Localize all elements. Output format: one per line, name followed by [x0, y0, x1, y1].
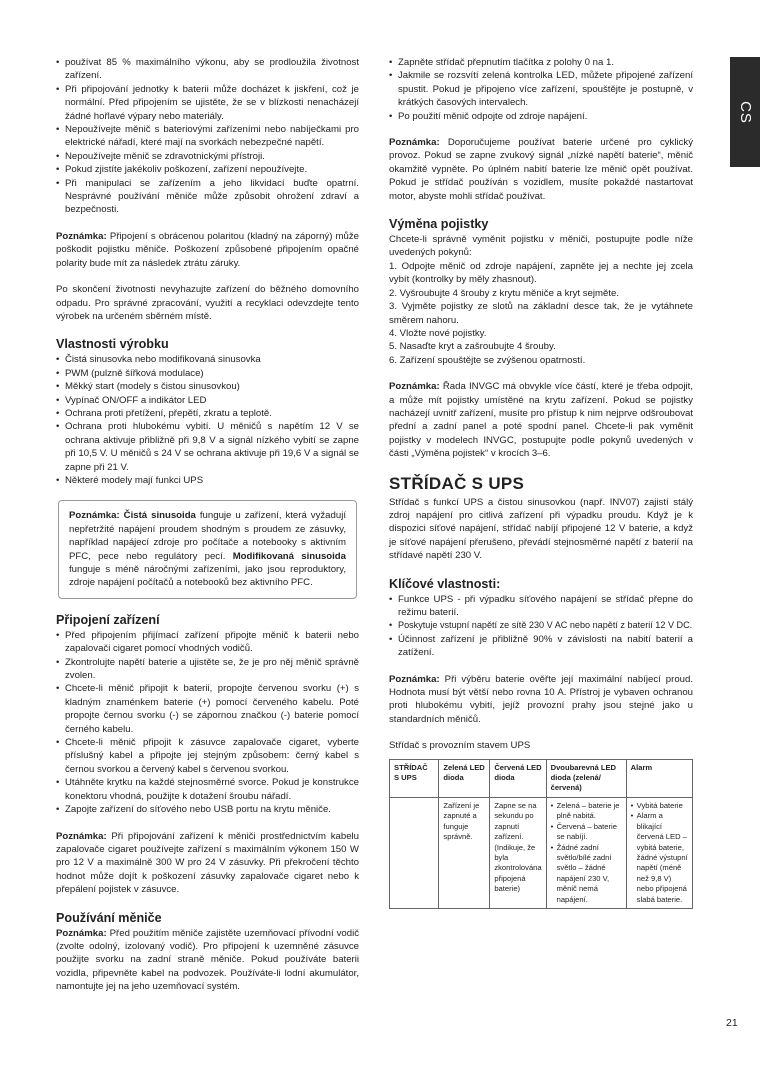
- note-battery: Poznámka: Doporučujeme používat baterie určené pro cyklický provoz. Pokud se zapne zvukový signál „nízké napětí baterie“, měnič okamžitě vypněte. Po úplném nabití baterie lze měnič opět používat. Pokud je střídač používán s vozidlem, musíte pokaždé nastartovat motor, abyste mohli střídač používat.: [389, 137, 693, 202]
- note-usage: Poznámka: Před použitím měniče zajistěte uzemňovací přívodní vodič (zvolte odolný, izolovaný vodič). Pro připojení k uzemněné zásuvce použijte svorku na zadní straně měniče. Pokud používáte baterii vozidla, připevněte kabel na podvozek. Používáte-li lodní akumulátor, namontujte jej na jeho uzemňovací systém.: [56, 927, 359, 993]
- list-item: • Utáhněte krytku na každé stejnosměrné svorce. Pokud je konstrukce konektoru vhodná, použijte k dotažení šroubu nářadí.: [56, 776, 359, 803]
- list-item: • Před připojením přijímací zařízení připojte měnič k baterii nebo zapalovači cigaret pomocí vhodných vodičů.: [56, 629, 359, 656]
- left-column: [56, 56, 359, 994]
- section-title-fuse: Výměna pojistky: [389, 217, 489, 232]
- table-cell: Zařízení je zapnuté a funguje správně.: [439, 797, 490, 908]
- note-polarity: Poznámka: Připojení s obrácenou polaritou (kladný na záporný) může poškodit pojistku měniče. Poškození způsobené připojením opačné polarity bude mít za následek ztrátu záruky.: [56, 230, 359, 269]
- table-header-cell: Zelená LED dioda: [439, 759, 490, 797]
- list-item: • Jakmile se rozsvítí zelená kontrolka LED, můžete připojené zařízení spustit. Pokud je připojeno více zařízení, spouštějte je postupně, v krátkých časových intervalech.: [389, 69, 693, 109]
- page-number: 21: [726, 1017, 738, 1029]
- fuse-step: 2. Vyšroubujte 4 šrouby z krytu měniče a kryt sejměte.: [389, 287, 619, 299]
- list-item: • Čistá sinusovka nebo modifikovaná sinusovka: [56, 353, 359, 366]
- list-item: • Vypínač ON/OFF a indikátor LED: [56, 394, 359, 407]
- section-title-connect: Připojení zařízení: [56, 612, 160, 627]
- list-item: • Po použití měnič odpojte od zdroje napájení.: [389, 110, 693, 123]
- list-item: • Zapojte zařízení do síťového nebo USB portu na krytu měniče.: [56, 803, 359, 816]
- fuse-step: 1. Odpojte měnič od zdroje napájení, zapněte jej a nechte jej zcela vybít (kontrolky by měly zhasnout).: [389, 260, 693, 286]
- table-header-cell: Červená LED dioda: [490, 759, 546, 797]
- section-title-features: Vlastnosti výrobku: [56, 337, 169, 352]
- ups-status-table: [389, 759, 693, 909]
- list-item: • Vybitá baterie: [631, 801, 688, 811]
- list-item: • používat 85 % maximálního výkonu, aby se prodloužila životnost zařízení.: [56, 56, 359, 83]
- list-item: • Zkontrolujte napětí baterie a ujistěte se, že je pro něj měnič správně zvolen.: [56, 656, 359, 683]
- list-item: • Zelená – baterie je plně nabitá.: [551, 801, 622, 822]
- list-item: • Poskytuje vstupní napětí ze sítě 230 V AC nebo napětí z baterií 12 V DC.: [389, 619, 693, 632]
- list-item: • PWM (pulzně šířková modulace): [56, 367, 359, 380]
- table-cell: [390, 797, 439, 908]
- fuse-steps: [389, 260, 693, 367]
- fuse-intro: Chcete-li správně vyměnit pojistku v měniči, postupujte podle níže uvedených pokynů:: [389, 234, 693, 259]
- sinusoid-note-box: Poznámka: Čistá sinusoida funguje u zařízení, která vyžadují nepřetržité napájení proudem shodným s proudem ze zásuvky, například napájecí zdroje pro počítače a notebooky s aktivním PFC, pece nebo regulátory pecí. Modifikovaná sinusoida funguje s méně náročnými zařízeními, jako jsou reproduktory, zdroje napájení počítačů a notebooků bez aktivního PFC.: [58, 500, 357, 598]
- list-item: • Zapněte střídač přepnutím tlačítka z polohy 0 na 1.: [389, 56, 693, 69]
- fuse-step: 5. Nasaďte kryt a zašroubujte 4 šrouby.: [389, 341, 556, 353]
- list-item: • Při připojování jednotky k baterii může docházet k jiskření, což je normální. Před připojením se ujistěte, že se v blízkosti nenacházejí žádné hořlavé výpary nebo materiály.: [56, 83, 359, 123]
- ups-intro: Střídač s funkcí UPS a čistou sinusovkou (např. INV07) zajistí stálý zdroj napájení pro citlivá zařízení při výpadku proudu. Když je k dispozici síťové napájení, střídač nabíjí připojené 12 V baterie, a když je síťové napájení přerušeno, převádí stejnosměrné napětí z baterií na střídavé napětí 230 V.: [389, 496, 693, 562]
- table-header-cell: Alarm: [626, 759, 692, 797]
- list-item: • Žádné zadní světlo/bílé zadní světlo – žádné napájení 230 V, měnič nemá napájení.: [551, 843, 622, 905]
- note-charging-current: Poznámka: Při výběru baterie ověřte její maximální nabíjecí proud. Hodnota musí být větší nebo rovna 10 A. Přístroj je vybaven ochranou proti hlubokému vybití, jejíž provozní prahy jsou stejné jako u standardních měničů.: [389, 673, 693, 725]
- list-item: • Měkký start (modely s čistou sinusovkou): [56, 380, 359, 393]
- list-item: • Funkce UPS - při výpadku síťového napájení se střídač přepne do režimu baterií.: [389, 593, 693, 620]
- section-title-key-features: Klíčové vlastnosti:: [389, 576, 501, 591]
- note-invgc: Poznámka: Řada INVGC má obvykle více částí, které je třeba odpojit, a může mít pojistky umístěné na krytu zařízení. Pokud se pojistky nacházejí uvnitř zařízení, musíte pro přístup k nim nejprve odšroubovat přední a zadní panel a poté spodní panel. Chcete-li pak vyměnit pojistky v modelech INVGC, postupujte podle pokynů uvedených v části „Výměna pojistek“ v krocích 3–6.: [389, 381, 693, 460]
- list-item: • Účinnost zařízení je přibližně 90% v závislosti na nabití baterií a zatížení.: [389, 633, 693, 660]
- table-cell: [546, 797, 626, 908]
- list-item: • Při manipulaci se zařízením a jeho likvidací buďte opatrní. Nesprávné používání měniče může způsobit ohrožení zdraví a bezpečnosti.: [56, 177, 359, 217]
- list-item: • Chcete-li měnič připojit k zásuvce zapalovače cigaret, vyberte příslušný kabel a připojte jej stejným způsobem: černý kabel s černou svorkou a červený kabel s červenou svorkou.: [56, 736, 359, 776]
- table-cell: Zapne se na sekundu po zapnutí zařízení. (Indikuje, že byla zkontrolována připojená baterie): [490, 797, 546, 908]
- usage-list: [389, 56, 693, 123]
- list-item: • Některé modely mají funkci UPS: [56, 474, 359, 487]
- key-features-list: [389, 593, 693, 660]
- fuse-step: 6. Zařízení spouštějte se zvýšenou opatrností.: [389, 354, 586, 366]
- list-item: • Ochrana proti hlubokému vybití. U měničů s napětím 12 V se ochrana aktivuje přibližně při 9,8 V a signál nízkého vybití se zapne při 10,5 V. U měničů s 24 V se ochrana aktivuje při 19,6 V a signál se zapne při 21 V.: [56, 420, 359, 474]
- table-caption: Střídač s provozním stavem UPS: [389, 740, 531, 752]
- connect-list: [56, 629, 359, 817]
- list-item: • Červená – baterie se nabíjí.: [551, 822, 622, 843]
- note-cigarette: Poznámka: Při připojování zařízení k měniči prostřednictvím kabelu zapalovače cigaret používejte zařízení s maximálním výkonem 150 W pro 12 V a maximálně 300 W pro 24 V zásuvky. Při překročení těchto hodnot může dojít k poškození zásuvky zapalovače cigaret nebo k přepálení pojistek v zásuvce.: [56, 830, 359, 896]
- fuse-step: 3. Vyjměte pojistky ze slotů na základní desce tak, že je vytáhnete směrem nahoru.: [389, 301, 693, 326]
- list-item: • Pokud zjistíte jakékoliv poškození, zařízení nepoužívejte.: [56, 163, 359, 176]
- section-title-ups: STŘÍDAČ S UPS: [389, 473, 525, 493]
- list-item: • Chcete-li měnič připojit k baterii, propojte červenou svorku (+) s kladným znaménkem baterie (+) pomocí červeného kabelu. Poté propojte černou svorku (-) se zápornou značkou (-) baterie pomocí černého kabelu.: [56, 682, 359, 736]
- language-tab: CS: [730, 57, 760, 167]
- right-column: [389, 56, 693, 909]
- safety-list: [56, 56, 359, 217]
- section-title-usage: Používání měniče: [56, 910, 162, 925]
- disposal-text: Po skončení životnosti nevyhazujte zařízení do běžného domovního odpadu. Pro správné zpracování, využití a recyklaci odevzdejte tento výrobek na určeném sběrném místě.: [56, 284, 359, 322]
- table-header-row: [390, 759, 693, 797]
- list-item: • Alarm a blikající červená LED – vybitá baterie, žádné výstupní napětí (méně než 9,8 V) nebo připojená slabá baterie.: [631, 811, 688, 905]
- table-header-cell: STŘÍDAČ S UPS: [390, 759, 439, 797]
- fuse-step: 4. Vložte nové pojistky.: [389, 327, 487, 339]
- list-item: • Ochrana proti přetížení, přepětí, zkratu a teplotě.: [56, 407, 359, 420]
- list-item: • Nepoužívejte měnič se zdravotnickými přístroji.: [56, 150, 359, 163]
- table-cell: [626, 797, 692, 908]
- features-list: [56, 353, 359, 487]
- list-item: • Nepoužívejte měnič s bateriovými zařízeními nebo nabíječkami pro elektrické nářadí, které mají na svorkách nebezpečné napětí.: [56, 123, 359, 150]
- table-row: [390, 797, 693, 908]
- table-header-cell: Dvoubarevná LED dioda (zelená/červená): [546, 759, 626, 797]
